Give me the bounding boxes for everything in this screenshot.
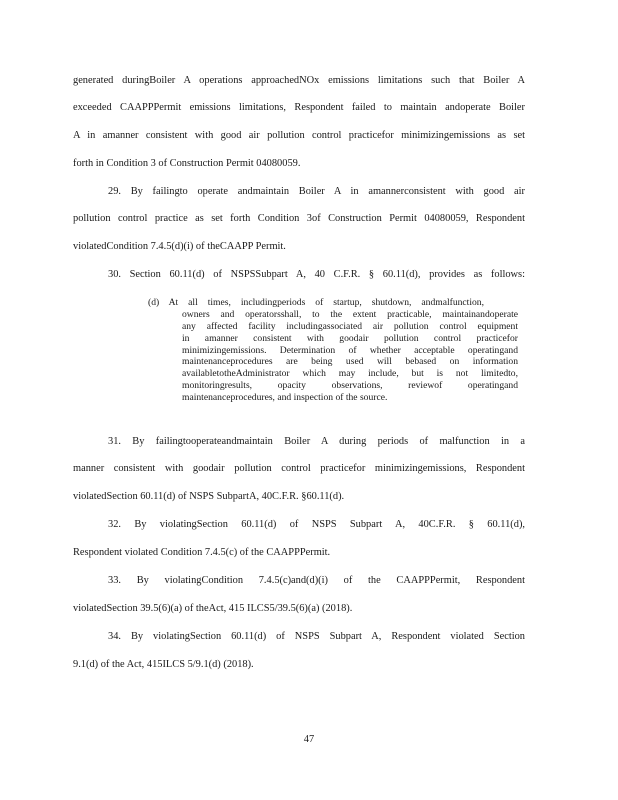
paragraph-31-line: manner consistent with goodair pollution control practicefor minimizingemissions, Respondent [73, 463, 525, 474]
quote-line: maintenanceprocedures, and inspection of the source. [182, 392, 388, 403]
quote-line: (d) At all times, includingperiods of startup, shutdown, andmalfunction, [148, 297, 484, 308]
paragraph-28-line: forth in Condition 3 of Construction Permit 04080059. [73, 158, 301, 169]
paragraph-31-line: violatedSection 60.11(d) of NSPS SubpartA, 40C.F.R. §60.11(d). [73, 491, 345, 502]
paragraph-33-line: violatedSection 39.5(6)(a) of theAct, 415 ILCS5/39.5(6)(a) (2018). [73, 603, 353, 614]
paragraph-29-line: 29. By failingto operate andmaintain Boiler A in amannerconsistent with good air [108, 186, 525, 197]
quote-line: monitoringresults, opacity observations, reviewof operatingand [182, 380, 518, 391]
paragraph-28-line: A in amanner consistent with good air pollution control practicefor minimizingemissions as set [73, 130, 525, 141]
quote-line: maintenanceprocedures are being used will bebased on information [182, 356, 518, 367]
quote-line: minimizingemissions. Determination of whether acceptable operatingand [182, 345, 518, 356]
quote-line: availabletotheAdministrator which may include, but is not limitedto, [182, 368, 518, 379]
paragraph-34-line: 34. By violatingSection 60.11(d) of NSPS Subpart A, Respondent violated Section [108, 631, 525, 642]
paragraph-32-line: Respondent violated Condition 7.4.5(c) of the CAAPPPermit. [73, 547, 331, 558]
paragraph-28-line: exceeded CAAPPPermit emissions limitations, Respondent failed to maintain andoperate Boiler [73, 102, 525, 113]
quote-line: any affected facility includingassociated air pollution control equipment [182, 321, 518, 332]
paragraph-29-line: violatedCondition 7.4.5(d)(i) of theCAAPP Permit. [73, 241, 286, 252]
paragraph-31-line: 31. By failingtooperateandmaintain Boiler A during periods of malfunction in a [108, 436, 525, 447]
page-number: 47 [303, 734, 315, 745]
paragraph-33-line: 33. By violatingCondition 7.4.5(c)and(d)(i) of the CAAPPPermit, Respondent [108, 575, 525, 586]
quote-line: owners and operatorsshall, to the extent practicable, maintainandoperate [182, 309, 518, 320]
paragraph-28-line: generated duringBoiler A operations approachedNOx emissions limitations such that Boiler A [73, 75, 525, 86]
paragraph-32-line: 32. By violatingSection 60.11(d) of NSPS Subpart A, 40C.F.R. § 60.11(d), [108, 519, 525, 530]
paragraph-30-line: 30. Section 60.11(d) of NSPSSubpart A, 40 C.F.R. § 60.11(d), provides as follows: [108, 269, 525, 280]
paragraph-34-line: 9.1(d) of the Act, 415ILCS 5/9.1(d) (2018). [73, 659, 254, 670]
quote-line: in amanner consistent with goodair pollution control practicefor [182, 333, 518, 344]
paragraph-29-line: pollution control practice as set forth Condition 3of Construction Permit 04080059, Respondent [73, 213, 525, 224]
